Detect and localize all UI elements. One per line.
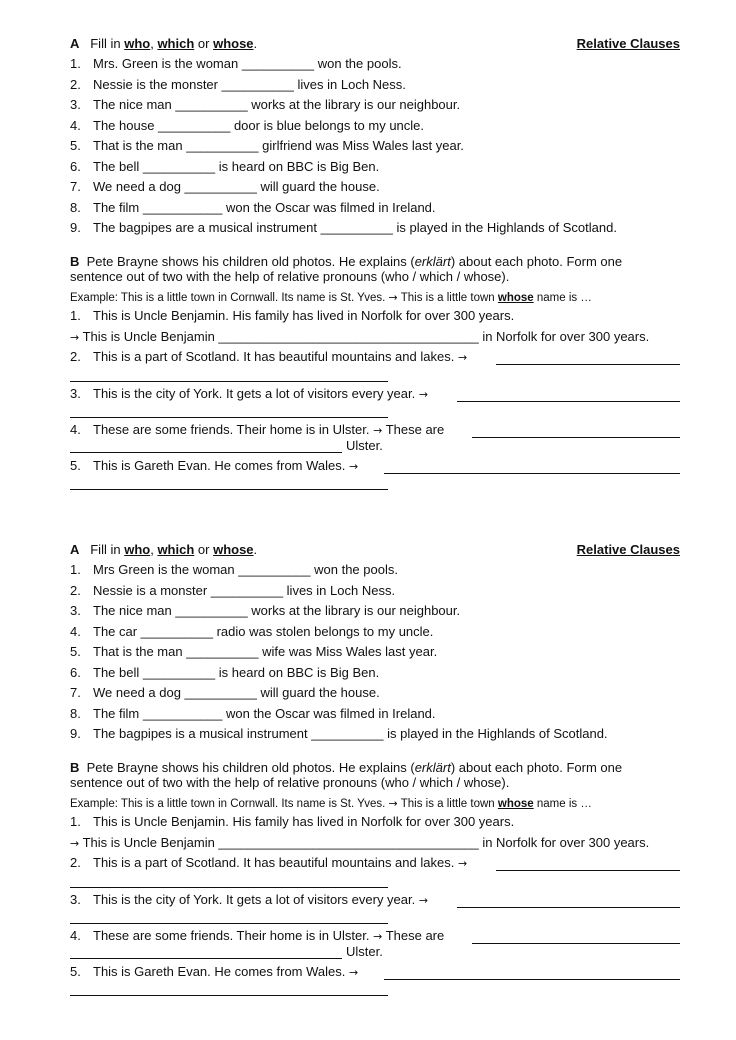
arrow-icon: → <box>457 351 468 364</box>
arrow-icon: → <box>457 857 468 870</box>
text: . <box>253 542 258 557</box>
text: Mrs. Green is the woman __________ won the pools. <box>93 56 402 71</box>
arrow-icon: → <box>70 837 80 850</box>
text: This is Uncle Benjamin. His family has lived in Norfolk for over 300 years. <box>93 814 515 829</box>
arrow-icon: → <box>373 930 383 943</box>
text: This is a little town <box>397 292 498 304</box>
text: The bagpipes is a musical instrument __________ is played in the Highlands of Scotland. <box>93 726 608 741</box>
part-b-answer-end: Ulster. <box>346 438 383 453</box>
item-number: 9. <box>70 220 81 235</box>
text: or <box>194 542 214 557</box>
item-number: 8. <box>70 706 81 721</box>
exercise-item <box>70 200 680 216</box>
arrow-icon: → <box>70 331 80 344</box>
text: The house __________ door is blue belongs to my uncle. <box>93 118 425 133</box>
exercise-item <box>70 97 680 113</box>
arrow-icon: → <box>418 894 429 907</box>
text: These are some friends. Their home is in Ulster. <box>93 928 374 943</box>
exercise-item <box>70 77 680 93</box>
text: Nessie is a monster __________ lives in Loch Ness. <box>93 583 396 598</box>
exercise-item <box>70 726 680 742</box>
arrow-icon: → <box>388 797 398 810</box>
item-number: 2. <box>70 349 81 364</box>
item-number: 4. <box>70 624 81 639</box>
item-number: 4. <box>70 928 81 943</box>
text: A <box>70 36 80 51</box>
text: B <box>70 254 80 269</box>
text: which <box>157 542 195 557</box>
item-number: 3. <box>70 97 81 112</box>
text: That is the man __________ wife was Miss Wales last year. <box>93 644 438 659</box>
text: This is a part of Scotland. It has beautiful mountains and lakes. <box>93 349 458 364</box>
text: That is the man __________ girlfriend was Miss Wales last year. <box>93 138 464 153</box>
text: This is a little town <box>397 798 498 810</box>
answer-line[interactable] <box>457 401 680 402</box>
part-b-intro <box>70 775 680 791</box>
answer-line[interactable] <box>384 979 680 980</box>
part-b-intro <box>70 254 680 270</box>
text: This is a part of Scotland. It has beautiful mountains and lakes. <box>93 855 458 870</box>
item-number: 3. <box>70 603 81 618</box>
text: These are some friends. Their home is in Ulster. <box>93 422 374 437</box>
item-number: 9. <box>70 726 81 741</box>
answer-line[interactable] <box>70 958 342 959</box>
part-b-answer <box>70 329 680 346</box>
item-number: 6. <box>70 665 81 680</box>
exercise-item <box>70 179 680 195</box>
text: whose <box>497 292 534 304</box>
answer-line[interactable] <box>70 887 388 888</box>
item-number: 1. <box>70 308 81 323</box>
part-b-intro <box>70 760 680 776</box>
item-number: 7. <box>70 179 81 194</box>
answer-line[interactable] <box>70 381 388 382</box>
exercise-item <box>70 220 680 236</box>
text: This is Gareth Evan. He comes from Wales. <box>93 458 349 473</box>
text: name is … <box>533 292 592 304</box>
answer-line[interactable] <box>70 923 388 924</box>
item-number: 5. <box>70 644 81 659</box>
part-b-question <box>70 308 680 324</box>
text: . <box>253 36 258 51</box>
exercise-item <box>70 159 680 175</box>
exercise-item <box>70 583 680 599</box>
answer-line[interactable] <box>70 452 342 453</box>
text: whose <box>213 542 254 557</box>
text: Fill in <box>90 36 121 51</box>
text: which <box>157 36 195 51</box>
text: The bagpipes are a musical instrument __________ is played in the Highlands of Scotland. <box>93 220 617 235</box>
text: sentence out of two with the help of relative pronouns (who / which / whose). <box>70 269 510 284</box>
answer-line[interactable] <box>457 907 680 908</box>
exercise-item <box>70 138 680 154</box>
text: , <box>150 36 158 51</box>
text: Example: This is a little town in Cornwall. Its name is St. Yves. <box>70 798 389 810</box>
item-number: 5. <box>70 458 81 473</box>
item-number: 7. <box>70 685 81 700</box>
answer-line[interactable] <box>496 364 680 365</box>
text: We need a dog __________ will guard the house. <box>93 685 380 700</box>
text: This is Uncle Benjamin. His family has lived in Norfolk for over 300 years. <box>93 308 515 323</box>
item-number: 1. <box>70 56 81 71</box>
text: The nice man __________ works at the library is our neighbour. <box>93 603 461 618</box>
text: Pete Brayne shows his children old photos. He explains ( <box>86 254 415 269</box>
answer-line[interactable] <box>70 995 388 996</box>
answer-line[interactable] <box>70 417 388 418</box>
text: sentence out of two with the help of relative pronouns (who / which / whose). <box>70 775 510 790</box>
text: Example: This is a little town in Cornwall. Its name is St. Yves. <box>70 292 389 304</box>
text: name is … <box>533 798 592 810</box>
text: or <box>194 36 214 51</box>
worksheet-title: Relative Clauses <box>576 36 680 51</box>
text: who <box>124 542 151 557</box>
text: Mrs Green is the woman __________ won the pools. <box>93 562 398 577</box>
text: This is Gareth Evan. He comes from Wales. <box>93 964 349 979</box>
part-b-example <box>70 796 680 812</box>
item-number: 3. <box>70 892 81 907</box>
text: , <box>150 542 158 557</box>
text: This is the city of York. It gets a lot of visitors every year. <box>93 386 419 401</box>
text: The film ___________ won the Oscar was filmed in Ireland. <box>93 200 436 215</box>
part-b-intro <box>70 269 680 285</box>
exercise-item <box>70 118 680 134</box>
answer-line[interactable] <box>496 870 680 871</box>
text: These are <box>382 422 445 437</box>
exercise-item <box>70 706 680 722</box>
text: ) about each photo. Form one <box>450 760 623 775</box>
exercise-item <box>70 685 680 701</box>
item-number: 4. <box>70 422 81 437</box>
part-b-question <box>70 814 680 830</box>
part-b-answer <box>70 835 680 852</box>
text: Pete Brayne shows his children old photos. He explains ( <box>86 760 415 775</box>
text: B <box>70 760 80 775</box>
exercise-item <box>70 56 680 72</box>
answer-line[interactable] <box>384 473 680 474</box>
arrow-icon: → <box>348 460 359 473</box>
text: This is Uncle Benjamin ____________________________________ in Norfolk for over 300 years. <box>79 835 650 850</box>
text: The bell __________ is heard on BBC is Big Ben. <box>93 665 380 680</box>
answer-line[interactable] <box>70 489 388 490</box>
exercise-item <box>70 562 680 578</box>
item-number: 1. <box>70 562 81 577</box>
text: The film ___________ won the Oscar was filmed in Ireland. <box>93 706 436 721</box>
text: The car __________ radio was stolen belongs to my uncle. <box>93 624 434 639</box>
text: This is the city of York. It gets a lot of visitors every year. <box>93 892 419 907</box>
text: erklärt <box>414 760 451 775</box>
text: whose <box>497 798 534 810</box>
text: The nice man __________ works at the library is our neighbour. <box>93 97 461 112</box>
text: Fill in <box>90 542 121 557</box>
arrow-icon: → <box>388 291 398 304</box>
exercise-item <box>70 624 680 640</box>
exercise-item <box>70 644 680 660</box>
exercise-item <box>70 603 680 619</box>
item-number: 2. <box>70 77 81 92</box>
text: We need a dog __________ will guard the house. <box>93 179 380 194</box>
arrow-icon: → <box>348 966 359 979</box>
item-number: 5. <box>70 138 81 153</box>
text: erklärt <box>414 254 451 269</box>
text: ) about each photo. Form one <box>450 254 623 269</box>
arrow-icon: → <box>418 388 429 401</box>
item-number: 6. <box>70 159 81 174</box>
item-number: 4. <box>70 118 81 133</box>
item-number: 3. <box>70 386 81 401</box>
text: A <box>70 542 80 557</box>
text: Nessie is the monster __________ lives in Loch Ness. <box>93 77 406 92</box>
text: who <box>124 36 151 51</box>
part-b-example <box>70 290 680 306</box>
text: These are <box>382 928 445 943</box>
exercise-item <box>70 665 680 681</box>
text: whose <box>213 36 254 51</box>
item-number: 2. <box>70 855 81 870</box>
item-number: 1. <box>70 814 81 829</box>
part-b-answer-end: Ulster. <box>346 944 383 959</box>
item-number: 8. <box>70 200 81 215</box>
item-number: 5. <box>70 964 81 979</box>
worksheet-title: Relative Clauses <box>576 542 680 557</box>
text: This is Uncle Benjamin ____________________________________ in Norfolk for over 300 years. <box>79 329 650 344</box>
text: The bell __________ is heard on BBC is Big Ben. <box>93 159 380 174</box>
item-number: 2. <box>70 583 81 598</box>
arrow-icon: → <box>373 424 383 437</box>
